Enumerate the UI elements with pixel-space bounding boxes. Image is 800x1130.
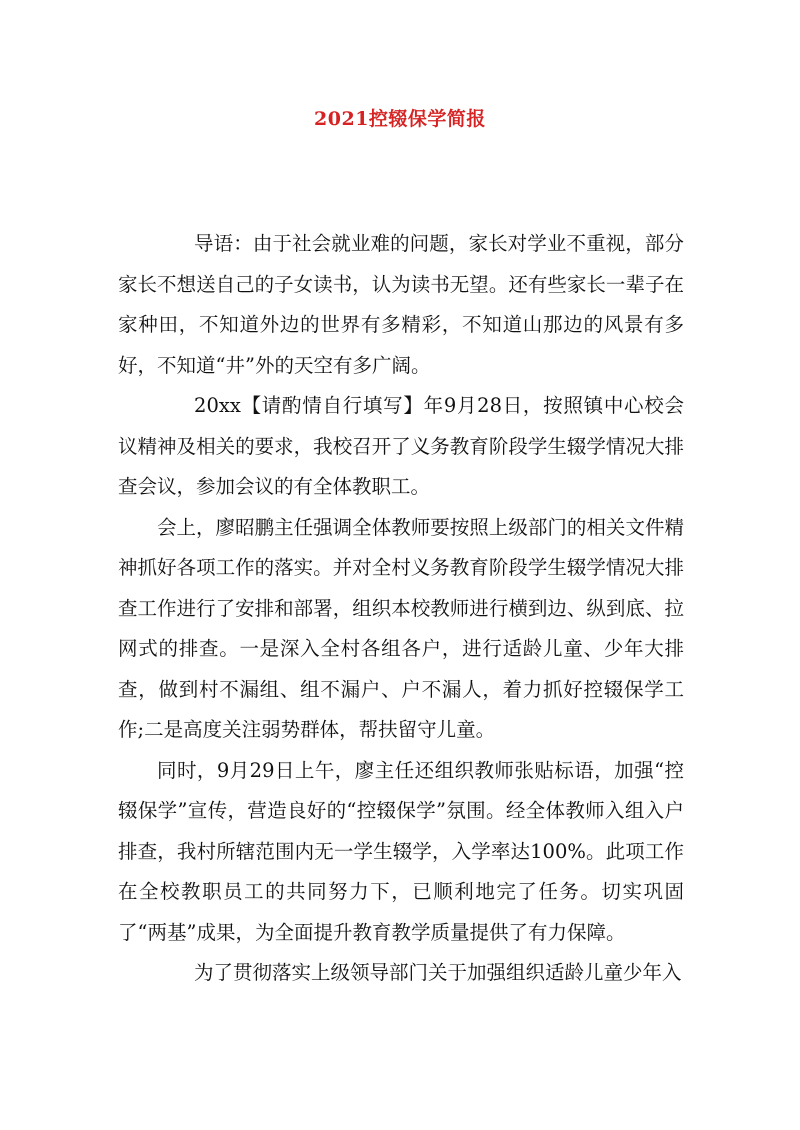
document-title: 2021控辍保学简报 — [314, 108, 486, 130]
paragraph-meeting-date: 20xx【请酌情自行填写】年9月28日，按照镇中心校会议精神及相关的要求，我校召开了义务教育阶段学生辍学情况大排查会议，参加会议的有全体教职工。 — [118, 394, 684, 498]
document-body — [118, 224, 684, 994]
paragraph-followup: 同时，9月29日上午，廖主任还组织教师张贴标语，加强“控辍保学”宣传，营造良好的“控辍保学”氛围。经全体教师入组入户排查，我村所辖范围内无一学生辍学，入学率达100%。此项工作在全校教职员工的共同努力下，已顺利地完了任务。切实巩固了“两基”成果，为全面提升教育教学质量提供了有力保障。 — [118, 758, 684, 944]
paragraph-intro: 导语：由于社会就业难的问题，家长对学业不重视，部分家长不想送自己的子女读书，认为读书无望。还有些家长一辈子在家种田，不知道外边的世界有多精彩，不知道山那边的风景有多好，不知道“井”外的天空有多广阔。 — [118, 232, 684, 377]
paragraph-continuation: 为了贯彻落实上级领导部门关于加强组织适龄儿童少年入 — [194, 961, 682, 984]
paragraph-meeting-content: 会上，廖昭鹏主任强调全体教师要按照上级部门的相关文件精神抓好各项工作的落实。并对全村义务教育阶段学生辍学情况大排查工作进行了安排和部署，组织本校教师进行横到边、纵到底、拉网式的排查。一是深入全村各组各户，进行适龄儿童、少年大排查，做到村不漏组、组不漏户、户不漏人，着力抓好控辍保学工作;二是高度关注弱势群体，帮扶留守儿童。 — [118, 515, 684, 741]
